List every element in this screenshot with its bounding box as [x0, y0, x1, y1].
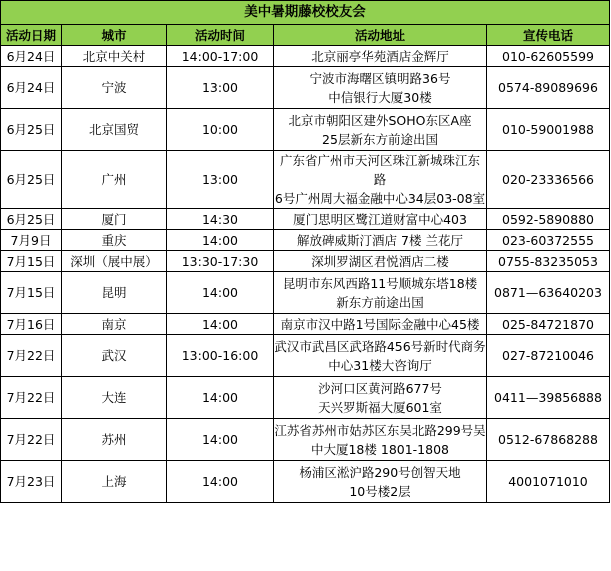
table-row — [1, 314, 610, 335]
address-line: 北京丽亭华苑酒店金辉厅 — [311, 48, 449, 64]
address-line: 杨浦区淞沪路290号创智天地 — [299, 464, 461, 480]
cell-address — [274, 209, 487, 230]
cell-address — [274, 151, 487, 209]
cell-phone: 0871—63640203 — [487, 272, 610, 314]
cell-city: 南京 — [62, 314, 167, 335]
cell-city: 苏州 — [62, 419, 167, 461]
cell-city: 重庆 — [62, 230, 167, 251]
cell-city: 武汉 — [62, 335, 167, 377]
cell-address — [274, 461, 487, 503]
address-line: 广东省广州市天河区珠江新城珠江东路 — [279, 153, 480, 187]
cell-time: 13:00 — [167, 67, 274, 109]
address-line: 天兴罗斯福大厦601室 — [318, 399, 442, 415]
cell-phone: 023-60372555 — [487, 230, 610, 251]
column-header-date: 活动日期 — [1, 25, 62, 46]
cell-time: 14:00 — [167, 272, 274, 314]
cell-address — [274, 272, 487, 314]
cell-date: 7月23日 — [1, 461, 62, 503]
address-line: 武汉市武昌区武珞路456号新时代商务 — [274, 338, 486, 354]
table-row — [1, 251, 610, 272]
address-line: 昆明市东风西路11号顺城东塔18楼 — [282, 275, 478, 291]
header-row — [1, 25, 610, 46]
cell-phone: 0574-89089696 — [487, 67, 610, 109]
table-row — [1, 377, 610, 419]
cell-date: 6月25日 — [1, 109, 62, 151]
cell-address — [274, 314, 487, 335]
cell-phone: 010-62605599 — [487, 46, 610, 67]
address-line: 北京市朝阳区建外SOHO东区A座 — [288, 112, 472, 128]
table-row — [1, 272, 610, 314]
cell-time: 13:00-16:00 — [167, 335, 274, 377]
column-header-address: 活动地址 — [274, 25, 487, 46]
cell-city: 北京国贸 — [62, 109, 167, 151]
cell-phone: 0411—39856888 — [487, 377, 610, 419]
table-row — [1, 46, 610, 67]
cell-time: 14:30 — [167, 209, 274, 230]
address-line: 沙河口区黄河路677号 — [318, 380, 442, 396]
cell-time: 10:00 — [167, 109, 274, 151]
address-line: 中信银行大厦30楼 — [328, 89, 432, 105]
column-header-time: 活动时间 — [167, 25, 274, 46]
table-row — [1, 230, 610, 251]
address-line: 南京市汉中路1号国际金融中心45楼 — [280, 316, 480, 332]
cell-phone: 4001071010 — [487, 461, 610, 503]
address-line: 6号广州周大福金融中心34层03-08室 — [274, 191, 486, 206]
cell-phone: 027-87210046 — [487, 335, 610, 377]
cell-address — [274, 335, 487, 377]
cell-date: 7月22日 — [1, 377, 62, 419]
cell-time: 13:00 — [167, 151, 274, 209]
title-row — [1, 1, 610, 25]
cell-address — [274, 46, 487, 67]
address-line: 25层新东方前途出国 — [322, 131, 438, 147]
cell-time: 13:30-17:30 — [167, 251, 274, 272]
cell-time: 14:00 — [167, 230, 274, 251]
table-title: 美中暑期藤校校友会 — [1, 1, 610, 25]
cell-phone: 0592-5890880 — [487, 209, 610, 230]
cell-address — [274, 67, 487, 109]
cell-city: 北京中关村 — [62, 46, 167, 67]
cell-address — [274, 230, 487, 251]
cell-city: 宁波 — [62, 67, 167, 109]
cell-city: 深圳（展中展） — [62, 251, 167, 272]
table-row — [1, 151, 610, 209]
cell-date: 7月16日 — [1, 314, 62, 335]
cell-date: 7月15日 — [1, 272, 62, 314]
table-body — [1, 46, 610, 503]
cell-phone: 010-59001988 — [487, 109, 610, 151]
cell-time: 14:00 — [167, 461, 274, 503]
cell-date: 6月24日 — [1, 67, 62, 109]
cell-address — [274, 419, 487, 461]
table-row — [1, 419, 610, 461]
cell-time: 14:00 — [167, 419, 274, 461]
cell-address — [274, 377, 487, 419]
table-row — [1, 209, 610, 230]
cell-date: 7月22日 — [1, 419, 62, 461]
cell-address — [274, 109, 487, 151]
column-header-city: 城市 — [62, 25, 167, 46]
cell-city: 大连 — [62, 377, 167, 419]
cell-time: 14:00-17:00 — [167, 46, 274, 67]
cell-date: 6月25日 — [1, 151, 62, 209]
address-line: 中大厦18楼 1801-1808 — [310, 441, 449, 457]
address-line: 宁波市海曙区镇明路36号 — [309, 70, 451, 86]
cell-date: 7月15日 — [1, 251, 62, 272]
table-row — [1, 461, 610, 503]
table-row — [1, 335, 610, 377]
cell-city: 昆明 — [62, 272, 167, 314]
table-row — [1, 67, 610, 109]
cell-phone: 025-84721870 — [487, 314, 610, 335]
cell-phone: 020-23336566 — [487, 151, 610, 209]
cell-time: 14:00 — [167, 314, 274, 335]
address-line: 厦门思明区鹭江道财富中心403 — [293, 211, 467, 227]
address-line: 解放碑威斯汀酒店 7楼 兰花厅 — [297, 232, 463, 248]
cell-phone: 0755-83235053 — [487, 251, 610, 272]
address-line: 新东方前途出国 — [336, 294, 424, 310]
cell-date: 7月9日 — [1, 230, 62, 251]
address-line: 中心31楼大咨询厅 — [328, 357, 432, 373]
cell-date: 6月24日 — [1, 46, 62, 67]
cell-date: 7月22日 — [1, 335, 62, 377]
cell-time: 14:00 — [167, 377, 274, 419]
cell-city: 广州 — [62, 151, 167, 209]
cell-address — [274, 251, 487, 272]
table-row — [1, 109, 610, 151]
cell-city: 上海 — [62, 461, 167, 503]
column-header-phone: 宣传电话 — [487, 25, 610, 46]
address-line: 10号楼2层 — [349, 483, 411, 499]
address-line: 江苏省苏州市姑苏区东吴北路299号吴 — [274, 422, 486, 438]
cell-city: 厦门 — [62, 209, 167, 230]
cell-phone: 0512-67868288 — [487, 419, 610, 461]
cell-date: 6月25日 — [1, 209, 62, 230]
address-line: 深圳罗湖区君悦酒店二楼 — [311, 253, 449, 269]
